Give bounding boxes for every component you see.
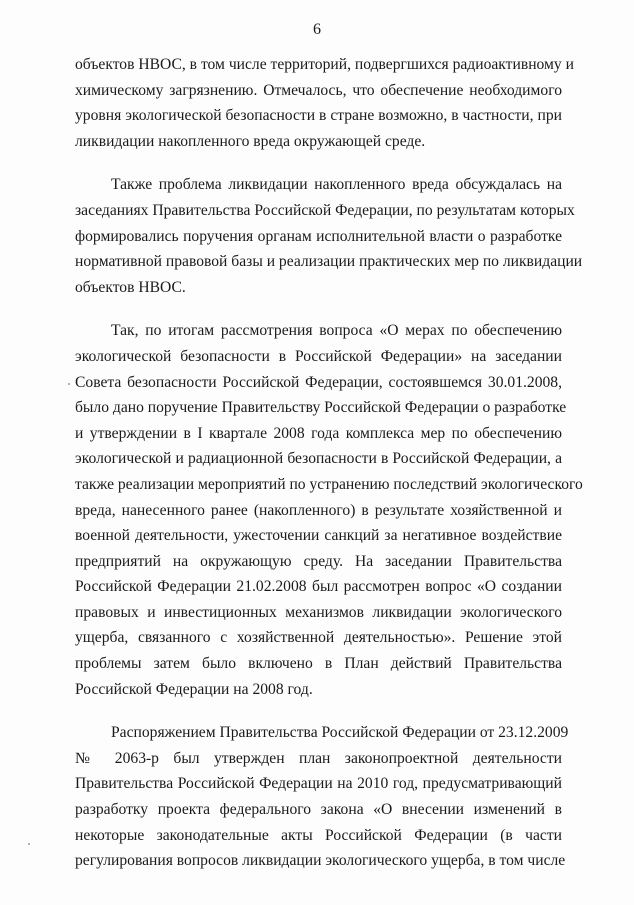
text-line: Так, по итогам рассмотрения вопроса «О мерах по обеспечению bbox=[111, 322, 562, 340]
scan-speck bbox=[68, 383, 70, 385]
text-line: Также проблема ликвидации накопленного вреда обсуждалась на bbox=[111, 176, 562, 194]
text-line: объектов НВОС, в том числе территорий, подвергшихся радиоактивному и bbox=[75, 56, 574, 73]
text-line: правовых и инвестиционных механизмов ликвидации экологического bbox=[75, 603, 562, 621]
text-line: военной деятельности, ужесточении санкций за негативное воздействие bbox=[75, 527, 562, 545]
text-line: химическому загрязнению. Отмечалось, что обеспечение необходимого bbox=[75, 81, 562, 99]
text-line: № 2063-р был утвержден план законопроектной деятельности bbox=[75, 749, 562, 767]
text-line: формировались поручения органам исполнительной власти о разработке bbox=[75, 227, 562, 245]
text-line: экологической безопасности в Российской Федерации» на заседании bbox=[75, 347, 562, 365]
paragraph-1 bbox=[75, 52, 574, 154]
text-line: Распоряжением Правительства Российской Федерации от 23.12.2009 bbox=[111, 724, 569, 742]
text-line: Российской Федерации на 2008 год. bbox=[75, 680, 313, 698]
text-line: проблемы затем было включено в План действий Правительства bbox=[75, 655, 562, 673]
text-line: некоторые законодательные акты Российской Федерации (в части bbox=[75, 826, 562, 844]
text-line: объектов НВОС. bbox=[75, 278, 186, 296]
text-line: ущерба, связанного с хозяйственной деятельностью». Решение этой bbox=[75, 629, 562, 647]
text-line: Российской Федерации 21.02.2008 был рассмотрен вопрос «О создании bbox=[75, 578, 562, 596]
text-line: предприятий на окружающую среду. На заседании Правительства bbox=[75, 552, 562, 570]
paragraph-4 bbox=[75, 720, 569, 874]
text-line: ликвидации накопленного вреда окружающей среде. bbox=[75, 132, 426, 150]
paragraph-2 bbox=[75, 172, 583, 300]
text-line: Совета безопасности Российской Федерации, состоявшемся 30.01.2008, bbox=[75, 373, 562, 391]
paragraph-3 bbox=[75, 318, 583, 702]
text-line: заседаниях Правительства Российской Федерации, по результатам которых bbox=[75, 201, 575, 219]
scan-speck bbox=[28, 843, 30, 845]
text-line: нормативной правовой базы и реализации практических мер по ликвидации bbox=[75, 253, 583, 271]
text-line: уровня экологической безопасности в стране возможно, в частности, при bbox=[75, 107, 562, 125]
document-body bbox=[75, 52, 583, 892]
text-line: было дано поручение Правительству Российской Федерации о разработке bbox=[75, 399, 567, 417]
text-line: разработку проекта федерального закона «О внесении изменений в bbox=[75, 801, 562, 819]
text-line: вреда, нанесенного ранее (накопленного) в результате хозяйственной и bbox=[75, 501, 562, 519]
text-line: также реализации мероприятий по устранению последствий экологического bbox=[75, 475, 583, 493]
text-line: экологической и радиационной безопасности в Российской Федерации, а bbox=[75, 450, 562, 468]
page-number: 6 bbox=[313, 21, 321, 38]
text-line: Правительства Российской Федерации на 2010 год, предусматривающий bbox=[75, 775, 562, 793]
text-line: и утверждении в I квартале 2008 года комплекса мер по обеспечению bbox=[75, 424, 562, 442]
text-line: регулирования вопросов ликвидации экологического ущерба, в том числе bbox=[75, 852, 566, 870]
